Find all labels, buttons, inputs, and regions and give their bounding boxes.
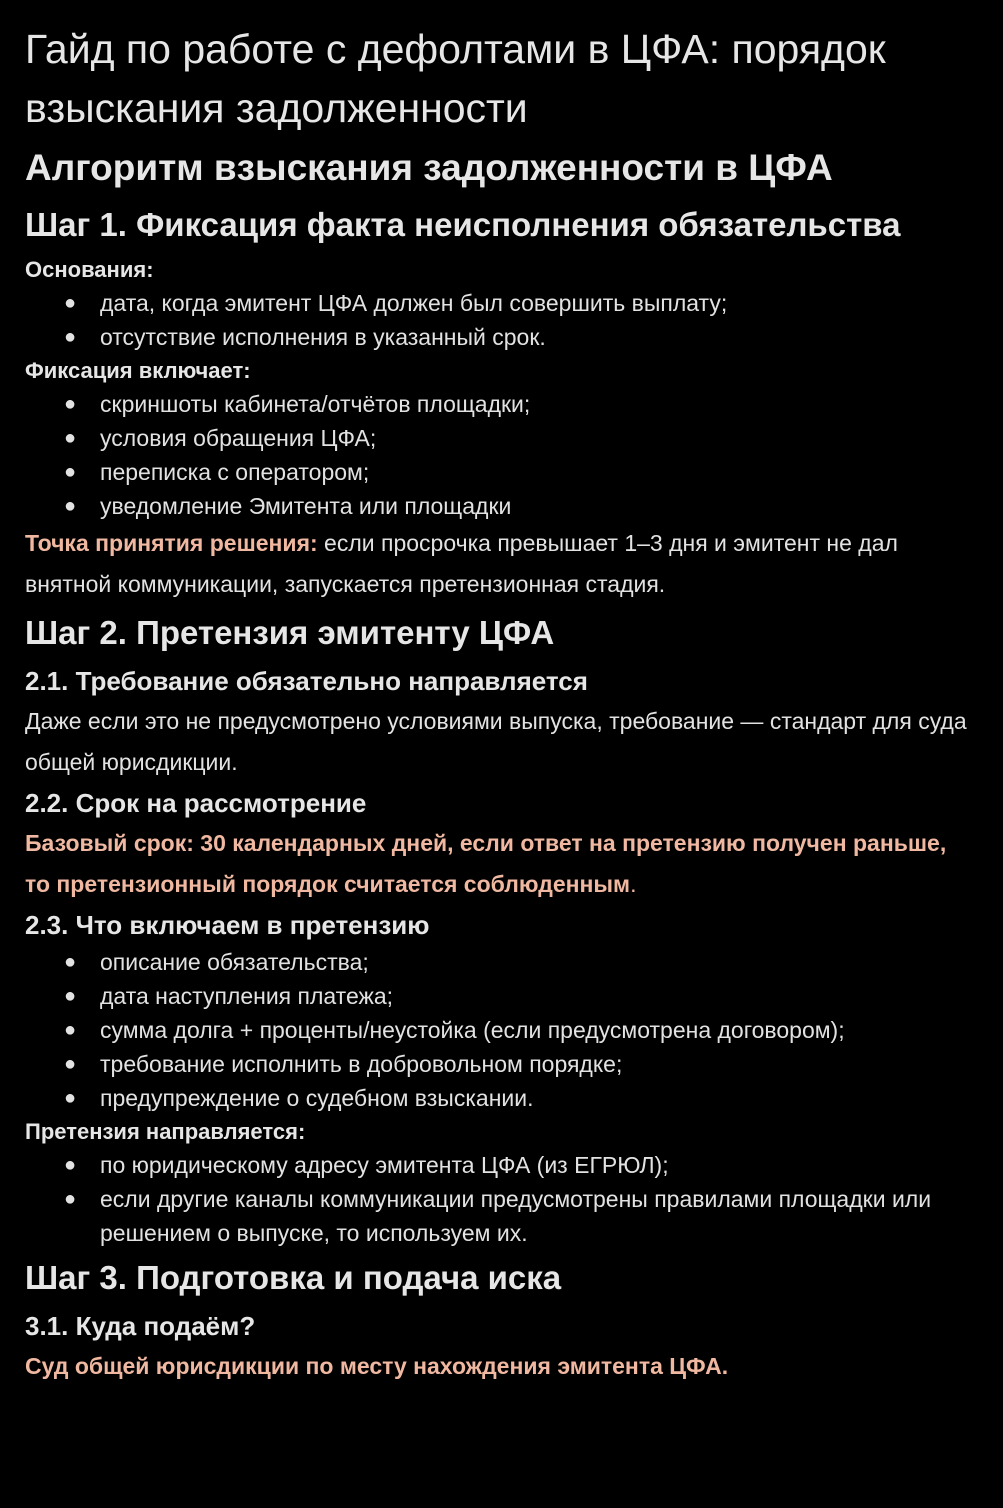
step2-section — [25, 605, 977, 1250]
step2-sub3-heading: 2.3. Что включаем в претензию — [25, 910, 430, 940]
bullet-icon: ● — [64, 326, 77, 348]
step2-sub2-heading: 2.2. Срок на рассмотрение — [25, 788, 367, 818]
step2-heading: Шаг 2. Претензия эмитенту ЦФА — [25, 614, 555, 651]
sent-label: Претензия направляется: — [25, 1119, 306, 1144]
step3-heading: Шаг 3. Подготовка и подача иска — [25, 1259, 562, 1296]
bullet-icon: ● — [64, 1188, 77, 1210]
bullet-icon: ● — [64, 1019, 77, 1041]
bullet-icon: ● — [64, 393, 77, 415]
fixation-label: Фиксация включает: — [25, 358, 251, 383]
list-item: ● описание обязательства; — [100, 945, 977, 979]
bullet-icon: ● — [64, 1087, 77, 1109]
step3-sub1-text: Суд общей юрисдикции по месту нахождения эмитента ЦФА. — [25, 1353, 729, 1379]
bullet-icon: ● — [64, 985, 77, 1007]
algorithm-heading: Алгоритм взыскания задолженности в ЦФА — [25, 147, 833, 188]
list-item: ● сумма долга + проценты/неустойка (если предусмотрена договором); — [100, 1013, 977, 1047]
list-item: ● предупреждение о судебном взыскании. — [100, 1081, 977, 1115]
decision-text: если просрочка превышает 1–3 дня и эмитент не дал внятной коммуникации, запускается претензионная стадия. — [25, 530, 898, 597]
list-item: ● дата, когда эмитент ЦФА должен был совершить выплату; — [100, 286, 977, 320]
claim-contents-list — [25, 945, 977, 1115]
document-title: Гайд по работе с дефолтами в ЦФА: порядок взыскания задолженности — [25, 26, 886, 131]
step2-sub2-tail: . — [630, 871, 637, 897]
step2-sub2-text: Базовый срок: 30 календарных дней, если ответ на претензию получен раньше, то претензионный порядок считается соблюденным — [25, 830, 947, 897]
decision-label: Точка принятия решения: — [25, 530, 318, 556]
bullet-icon: ● — [64, 1154, 77, 1176]
step2-sub2-paragraph — [25, 823, 977, 905]
list-item: ● требование исполнить в добровольном порядке; — [100, 1047, 977, 1081]
list-item: ● переписка с оператором; — [100, 455, 977, 489]
step2-sub1-text: Даже если это не предусмотрено условиями выпуска, требование — стандарт для суда общей юрисдикции. — [25, 708, 967, 775]
bullet-icon: ● — [64, 1053, 77, 1075]
step1-section — [25, 197, 977, 605]
list-item: ● условия обращения ЦФА; — [100, 421, 977, 455]
bullet-icon: ● — [64, 951, 77, 973]
bullet-icon: ● — [64, 292, 77, 314]
list-item: ● уведомление Эмитента или площадки — [100, 489, 977, 523]
step2-sub1-heading: 2.1. Требование обязательно направляется — [25, 666, 588, 696]
list-item: ● отсутствие исполнения в указанный срок. — [100, 320, 977, 354]
grounds-list — [25, 286, 977, 354]
list-item: ● скриншоты кабинета/отчётов площадки; — [100, 387, 977, 421]
list-item: ● дата наступления платежа; — [100, 979, 977, 1013]
bullet-icon: ● — [64, 427, 77, 449]
bullet-icon: ● — [64, 495, 77, 517]
fixation-list — [25, 387, 977, 523]
bullet-icon: ● — [64, 461, 77, 483]
step3-section — [25, 1250, 977, 1387]
step3-sub1-heading: 3.1. Куда подаём? — [25, 1311, 256, 1341]
decision-paragraph — [25, 523, 977, 605]
list-item: ● по юридическому адресу эмитента ЦФА (из ЕГРЮЛ); — [100, 1148, 977, 1182]
grounds-label: Основания: — [25, 257, 154, 282]
step1-heading: Шаг 1. Фиксация факта неисполнения обязательства — [25, 206, 901, 243]
sent-list — [25, 1148, 977, 1250]
list-item: ● если другие каналы коммуникации предусмотрены правилами площадки или решением о выпуске, то используем их. — [100, 1182, 977, 1250]
